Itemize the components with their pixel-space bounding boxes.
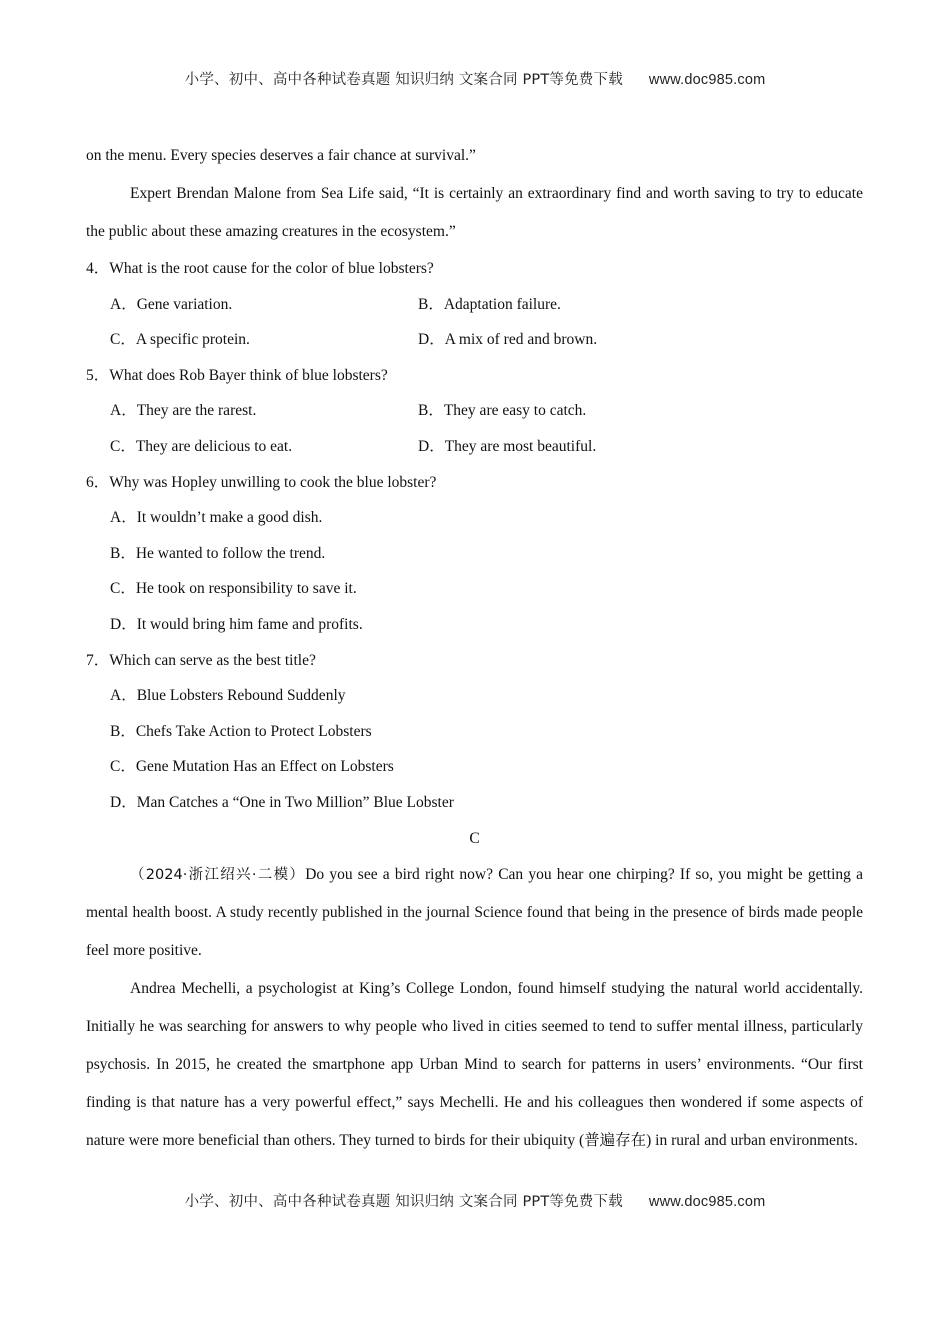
options-row xyxy=(86,429,863,465)
passage-c-paragraph-1 xyxy=(86,856,863,970)
header-text: 小学、初中、高中各种试卷真题 知识归纳 文案合同 PPT等免费下载 xyxy=(184,72,623,88)
option-d: D．They are most beautiful. xyxy=(418,437,597,455)
passage-b-paragraph: Expert Brendan Malone from Sea Life said, “It is certainly an extraordinary find and worth saving to try to educate the public about these amazing creatures in the ecosystem.” xyxy=(86,185,863,240)
options-row xyxy=(86,287,863,323)
options-row xyxy=(86,393,863,429)
question-stem: 4．What is the root cause for the color of blue lobsters? xyxy=(86,260,434,277)
option-a: A．It wouldn’t make a good dish. xyxy=(110,509,323,527)
document-body xyxy=(86,140,863,1160)
page-footer xyxy=(0,1190,950,1211)
footer-text: 小学、初中、高中各种试卷真题 知识归纳 文案合同 PPT等免费下载 xyxy=(184,1194,623,1210)
passage-c-paragraph-2: Andrea Mechelli, a psychologist at King’s College London, found himself studying the natural world accidentally. Initially he was searching for answers to why people who lived in cities seemed to tend to suffer mental illness, particularly psychosis. In 2015, he created the smartphone app Urban Mind to search for patterns in users’ environments. “Our first finding is that nature has a very powerful effect,” says Mechelli. He and his colleagues then wondered if some aspects of nature were more beneficial than others. They turned to birds for their ubiquity (普遍存在) in rural and urban environments. xyxy=(86,980,863,1150)
option-c: C．A specific protein. xyxy=(110,331,250,349)
question-stem: 7．Which can serve as the best title? xyxy=(86,651,316,669)
option-c: C．He took on responsibility to save it. xyxy=(110,580,357,598)
option-a: A．Blue Lobsters Rebound Suddenly xyxy=(110,687,346,705)
option-d: D．Man Catches a “One in Two Million” Blue Lobster xyxy=(110,793,454,811)
question-7 xyxy=(86,643,863,821)
option-a: A．They are the rarest. xyxy=(110,402,257,420)
question-5 xyxy=(86,358,863,465)
option-b: B．Chefs Take Action to Protect Lobsters xyxy=(110,722,372,740)
question-stem: 6．Why was Hopley unwilling to cook the blue lobster? xyxy=(86,473,437,491)
question-stem: 5．What does Rob Bayer think of blue lobsters? xyxy=(86,366,388,384)
question-4 xyxy=(86,251,863,358)
footer-site-link[interactable]: www.doc985.com xyxy=(648,1194,766,1210)
passage-b-last-line: on the menu. Every species deserves a fair chance at survival.” xyxy=(86,147,476,164)
option-d: D．A mix of red and brown. xyxy=(418,331,598,349)
option-b: B．He wanted to follow the trend. xyxy=(110,544,326,562)
options-row xyxy=(86,322,863,358)
question-6 xyxy=(86,465,863,643)
passage-c-paragraph-1-text: Do you see a bird right now? Can you hear one chirping? If so, you might be getting a mental health boost. A study recently published in the journal Science found that being in the presence of birds made people feel more positive. xyxy=(86,866,863,960)
option-c: C．Gene Mutation Has an Effect on Lobsters xyxy=(110,758,394,776)
option-b: B．They are easy to catch. xyxy=(418,402,587,420)
passage-source: （2024·浙江绍兴·二模） xyxy=(130,867,306,884)
option-b: B．Adaptation failure. xyxy=(418,295,561,313)
page-header xyxy=(0,68,950,89)
option-c: C．They are delicious to eat. xyxy=(110,437,293,455)
option-a: A．Gene variation. xyxy=(110,295,233,313)
section-heading-c: C xyxy=(469,829,480,847)
option-d: D．It would bring him fame and profits. xyxy=(110,615,363,633)
header-site-link[interactable]: www.doc985.com xyxy=(648,72,766,88)
